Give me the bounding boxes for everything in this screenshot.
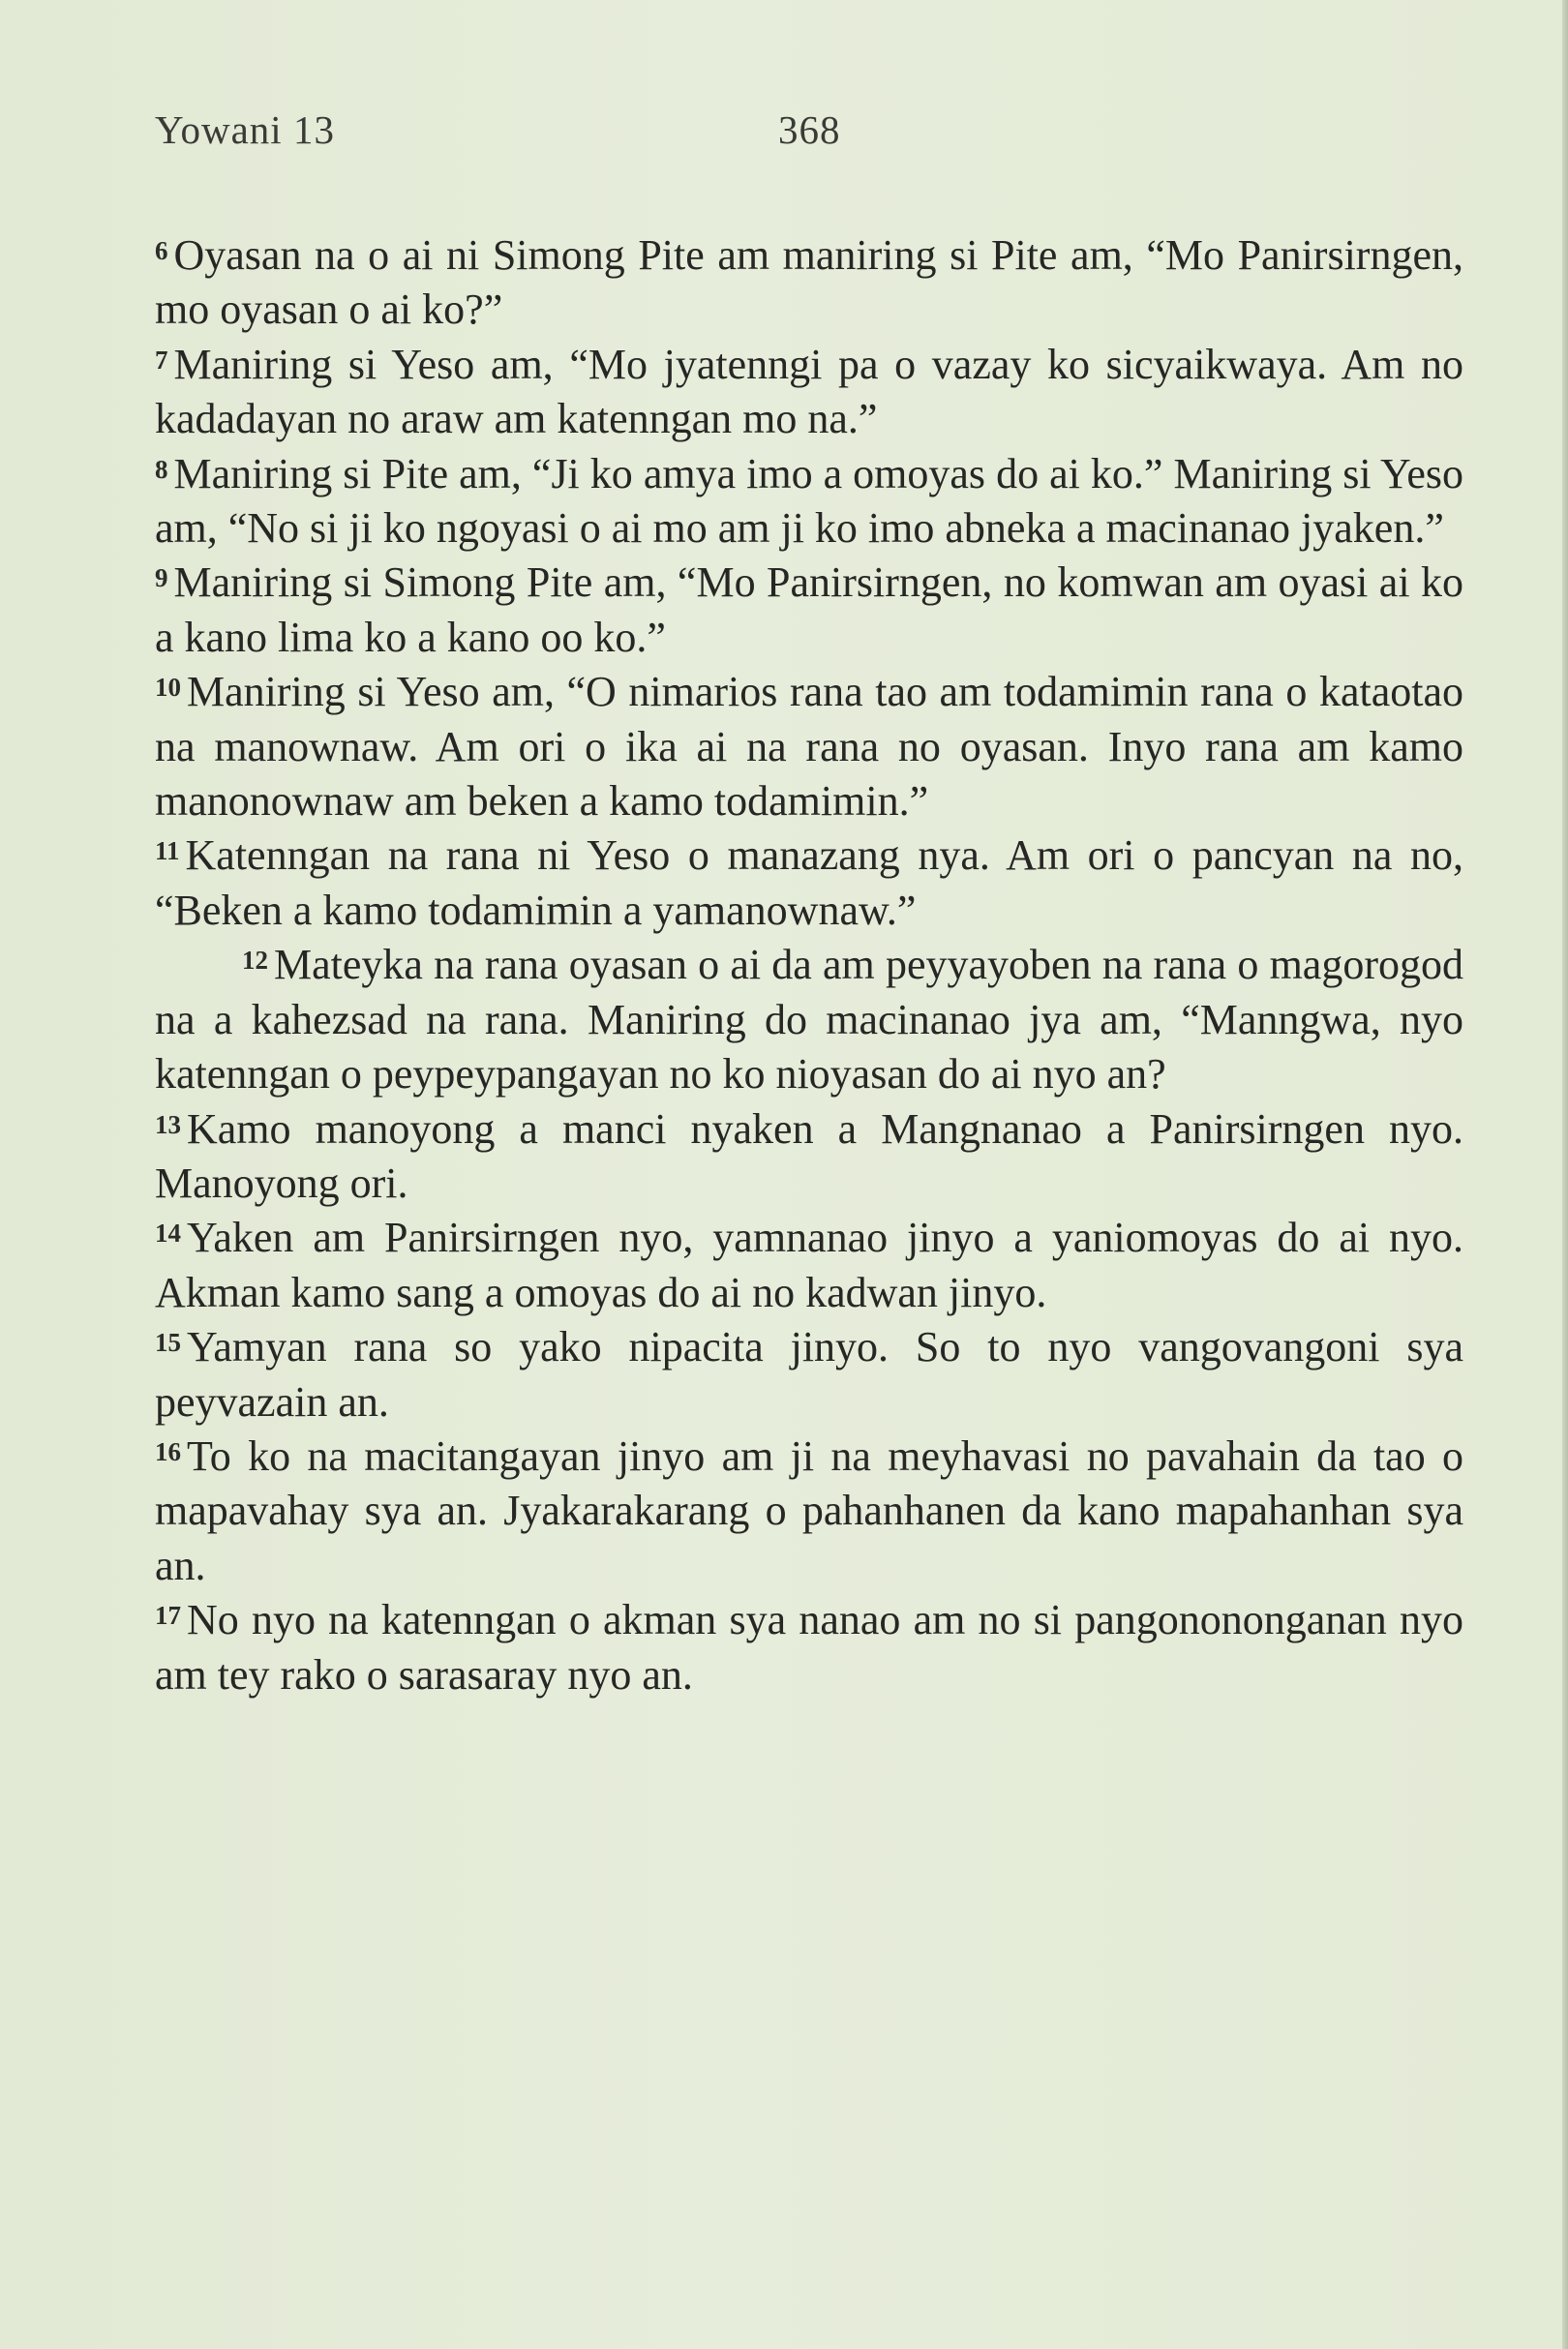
verse-number: 17: [155, 1601, 181, 1631]
verse-text: No nyo na katenngan o akman sya nanao am no si pangonononganan nyo am tey rako o sarasaray nyo an.: [155, 1596, 1463, 1699]
verse-number: 14: [155, 1219, 181, 1249]
verse-number: 16: [155, 1436, 181, 1466]
verse-number: 12: [242, 946, 268, 976]
verse-14: [155, 1211, 1463, 1320]
verse-6: [155, 228, 1463, 338]
verse-text: To ko na macitangayan jinyo am ji na meyhavasi no pavahain da tao o mapavahay sya an. Jyakarakarang o pahanhanen da kano mapahanhan sya an.: [155, 1431, 1463, 1589]
verse-9: [155, 556, 1463, 665]
verse-16: [155, 1430, 1463, 1593]
verse-8: [155, 447, 1463, 557]
verse-text: Kamo manoyong a manci nyaken a Mangnanao a Panirsirngen nyo. Manoyong ori.: [155, 1104, 1463, 1207]
verse-11: [155, 828, 1463, 938]
verse-number: 6: [155, 236, 168, 265]
scripture-text: [155, 228, 1463, 1702]
running-head: Yowani 13: [155, 107, 335, 152]
verse-text: Yaken am Panirsirngen nyo, yamnanao jinyo a yaniomoyas do ai nyo. Akman kamo sang a omoyas do ai no kadwan jinyo.: [155, 1214, 1463, 1316]
verse-text: Maniring si Simong Pite am, “Mo Panirsirngen, no komwan am oyasi ai ko a kano lima ko a kano oo ko.”: [155, 558, 1463, 661]
verse-text: Katenngan na rana ni Yeso o manazang nya. Am ori o pancyan na no, “Beken a kamo todamimin a yamanownaw.”: [155, 831, 1463, 934]
verse-17: [155, 1593, 1463, 1702]
verse-text: Maniring si Yeso am, “O nimarios rana tao am todamimin rana o kataotao na manownaw. Am ori o ika ai na rana no oyasan. Inyo rana am kamo manonownaw am beken a kamo todamimin.”: [155, 668, 1463, 826]
verse-12: [155, 938, 1463, 1101]
verse-text: Maniring si Pite am, “Ji ko amya imo a omoyas do ai ko.” Maniring si Yeso am, “No si ji ko ngoyasi o ai mo am ji ko imo abneka a macinanao jyaken.”: [155, 449, 1463, 553]
verse-text: Maniring si Yeso am, “Mo jyatenngi pa o vazay ko sicyaikwaya. Am no kadadayan no araw am katenngan mo na.”: [155, 340, 1463, 443]
verse-10: [155, 665, 1463, 828]
verse-number: 10: [155, 673, 181, 703]
verse-number: 9: [155, 563, 168, 593]
verse-13: [155, 1102, 1463, 1212]
verse-number: 13: [155, 1109, 181, 1139]
verse-number: 11: [155, 836, 180, 866]
verse-number: 8: [155, 454, 168, 484]
verse-15: [155, 1320, 1463, 1430]
verse-text: Yamyan rana so yako nipacita jinyo. So to nyo vangovangoni sya peyvazain an.: [155, 1323, 1463, 1426]
verse-number: 15: [155, 1328, 181, 1358]
page-edge: [1562, 0, 1568, 2349]
page-number: 368: [778, 107, 841, 152]
verse-text: Mateyka na rana oyasan o ai da am peyyayoben na rana o magorogod na a kahezsad na rana. Maniring do macinanao jya am, “Manngwa, nyo katenngan o peypeypangayan no ko nioyasan do ai nyo an?: [155, 941, 1463, 1099]
page-header: [155, 106, 1471, 165]
verse-text: Oyasan na o ai ni Simong Pite am maniring si Pite am, “Mo Panirsirngen, mo oyasan o ai ko?”: [155, 231, 1463, 334]
verse-number: 7: [155, 345, 168, 375]
verse-7: [155, 338, 1463, 447]
